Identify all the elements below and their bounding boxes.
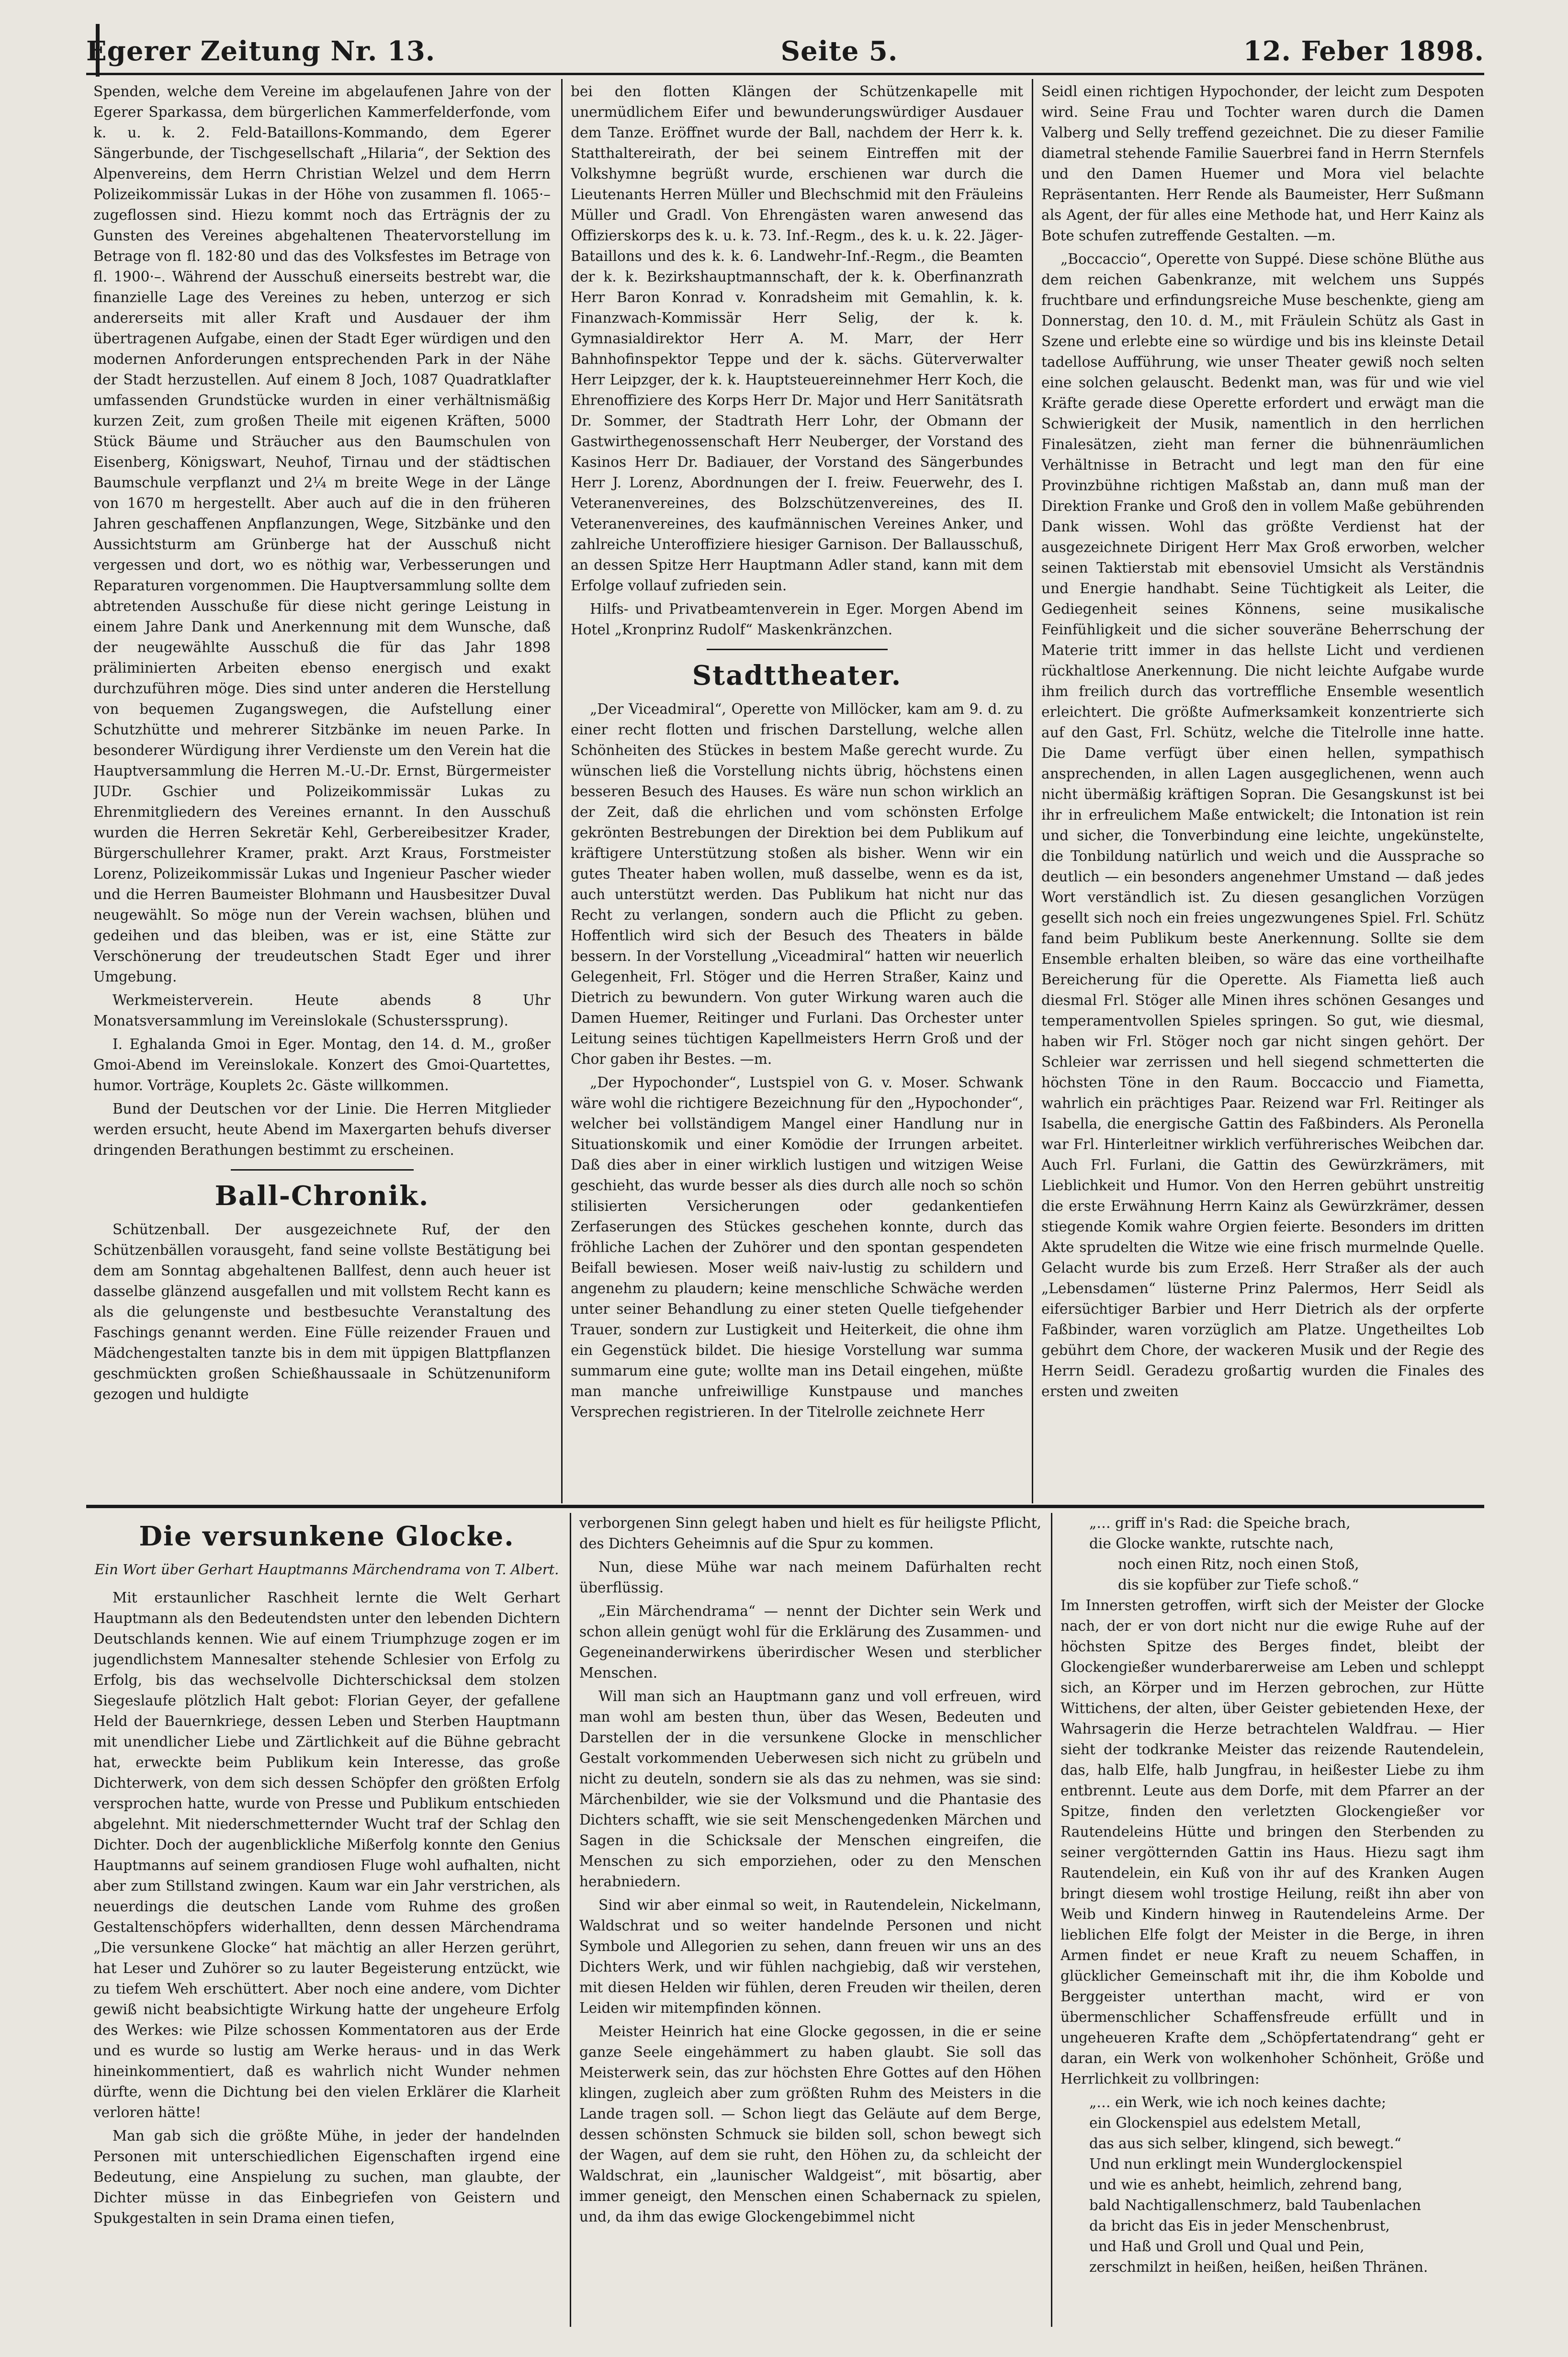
feuilleton-paragraph: verborgenen Sinn gelegt haben und hielt es für heiligste Pflicht, des Dichters Geheimnis auf die Spur zu kommen. [579, 1515, 1041, 1552]
page-header [86, 34, 1484, 67]
verse-line: ein Glockenspiel aus edelstem Metall, [1089, 2115, 1362, 2131]
feuilleton-paragraph: Man gab sich die größte Mühe, in jeder der handelnden Personen mit unterschiedlichen Eigenschaften irgend eine Bedeutung, eine Anspielung zu suchen, man glaubte, der Dichter müsse in das Einbegriefen von Geistern und Spukgestalten in sein Drama einen tiefen, [93, 2128, 560, 2226]
verse-line: das aus sich selber, klingend, sich bewegt.“ [1089, 2135, 1401, 2152]
feuilleton-paragraph: Will man sich an Hauptmann ganz und voll erfreuen, wird man wohl am besten thun, über das Wesen, Bedeuten und Darstellen der in die versunkene Glocke in menschlicher Gestalt vorkommenden Ueberwesen sich nicht zu grübeln und nicht zu deuteln, sondern sie als das zu nehmen, was sie sind: Märchenbilder, wie sie der Volksmund und die Phantasie des Dichters schafft, wie sie seit Menschengedenken Märchen und Sagen in die Schicksale der Menschen eingreifen, die Menschen zu sich emporziehen, oder zu den Menschen herabniedern. [579, 1688, 1041, 1890]
verse-line: die Glocke wankte, rutschte nach, [1089, 1535, 1334, 1552]
paper-title: Egerer Zeitung Nr. 13. [86, 35, 436, 67]
feuilleton-paragraph: Nun, diese Mühe war nach meinem Dafürhalten recht überflüssig. [579, 1559, 1041, 1596]
verse-line: da bricht das Eis in jeder Menschenbrust, [1089, 2218, 1390, 2234]
column-1 [93, 81, 551, 1501]
feuilleton-paragraph: „Ein Märchendrama“ — nennt der Dichter sein Werk und schon allein genügt wohl für die Erklärung des Zusammen- und Gegeneinanderwirkens überirdischer Wesen und sterblicher Menschen. [579, 1603, 1041, 1681]
article-verein-report: Spenden, welche dem Vereine im abgelaufenen Jahre von der Egerer Sparkassa, dem bürgerlichen Kammerfelderfonde, vom k. u. k. 2. Feld-Bataillons-Kommando, dem Egerer Sängerbunde, der Tischgesellschaft „Hilaria“, der Sektion des Alpenvereins, dem Herrn Christian Welzel und dem Herrn Polizeikommissär Lukas in der Höhe von zusammen fl. 1065·– zugeflossen sind. Hiezu kommt noch das Erträgnis der zu Gunsten des Vereines abgehaltenen Theatervorstellung im Betrage von fl. 182·80 und das des Volksfestes im Betrage von fl. 1900·–. Während der Ausschuß einerseits bestrebt war, die finanzielle Lage des Vereines zu heben, unterzog er sich andererseits mit aller Kraft und Ausdauer der ihm übertragenen Aufgabe, einen der Stadt Eger würdigen und den modernen Anforderungen entsprechenden Park in der Nähe der Stadt herzustellen. Auf einem 8 Joch, 1087 Quadratklafter umfassenden Grundstücke wurden in einer verhältnismäßig kurzen Zeit, zum großen Theile mit eigenen Kräften, 5000 Stück Bäume und Sträucher aus den Baumschulen von Eisenberg, Königswart, Neuhof, Tirnau und der städtischen Baumschule verpflanzt und 2¼ m breite Wege in der Länge von 1670 m hergestellt. Aber auch auf die in den früheren Jahren geschaffenen Anpflanzungen, Wege, Sitzbänke und den Aussichtsturm am Grünberge hat der Ausschuß nicht vergessen und dort, wo es nöthig war, Verbesserungen und Reparaturen vorgenommen. Die Hauptversammlung sollte dem abtretenden Ausschuße für diese nicht geringe Leistung in einem Jahre Dank und Anerkennung mit dem Wunsche, daß der neugewählte Ausschuß die für das Jahr 1898 präliminierten Arbeiten ebenso energisch und exakt durchzuführen möge. Dies sind unter anderen die Herstellung von bequemen Zugangswegen, die Aufstellung einer Schutzhütte und mehrerer Sitzbänke im neuen Parke. In besonderer Würdigung ihrer Verdienste um den Verein hat die Hauptversammlung die Herren M.-U.-Dr. Ernst, Bürgermeister JUDr. Gschier und Polizeikommissär Lukas zu Ehrenmitgliedern des Vereines ernannt. In den Ausschuß wurden die Herren Sekretär Kehl, Gerbereibesitzer Krader, Bürgerschullehrer Kramer, prakt. Arzt Kraus, Forstmeister Lorenz, Polizeikommissär Lukas und Ingenieur Pascher wieder und die Herren Baumeister Blohmann und Hausbesitzer Duval neugewählt. So möge nun der Verein wachsen, blühen und gedeihen und das bleiben, was er ist, eine Stätte zur Verschönerung der treudeutschen Stadt Eger und ihrer Umgebung. [93, 83, 551, 985]
review-hypochonder: „Der Hypochonder“, Lustspiel von G. v. Moser. Schwank wäre wohl die richtigere Bezeichnung für den „Hypochonder“, welcher bei vollständigem Mangel einer Handlung nur in Situationskomik und einer Komödie der Irrungen arbeitet. Daß dies aber in einer wirklich lustigen und witzigen Weise geschieht, das wurde besser als dies durch alle noch so schön stilisierten Versicherungen oder gedankentiefen Zerfaserungen des Stückes geschehen konnte, durch das fröhliche Lachen der Zuhörer und den spontan gespendeten Beifall bewiesen. Moser weiß naiv-lustig zu schildern und angenehm zu plaudern; keine menschliche Schwäche werden unter seiner Behandlung zu einer steten Quelle tiefgehender Trauer, sondern zur Lustigkeit und Heiterkeit, die ohne ihm ein Gegenstück bildet. Die hiesige Vorstellung war summa summarum eine gute; wollte man ins Detail eingehen, müßte man manche unfreiwillige Kunstpause und manches Versprechen registrieren. In der Titelrolle zeichnete Herr [571, 1074, 1023, 1420]
verse-line: „… griff in's Rad: die Speiche brach, [1089, 1515, 1351, 1531]
feuilleton-paragraph: Im Innersten getroffen, wirft sich der Meister der Glocke nach, der er von dort nicht nur die ewige Ruhe auf der höchsten Spitze des Berges findet, bleibt der Glockengießer wunderbarerweise am Leben und schleppt sich, an Körper und im Herzen gebrochen, zur Hütte Wittichens, der alten, über Geister gebietenden Hexe, der Wahrsagerin die Herze betrachtelen Waldfrau. — Hier sieht der todkranke Meister das reizende Rautendelein, das, halb Elfe, halb Jungfrau, in heißester Liebe zu ihm entbrennt. Leute aus dem Dorfe, mit dem Pfarrer an der Spitze, finden den verletzten Glockengießer vor Rautendeleins Hütte und bringen den Sterbenden zu seiner vergötternden Gattin ins Haus. Hiezu sagt ihm Rautendelein, ein Kuß von ihr auf des Kranken Augen bringt diesem wohl trostige Heilung, reißt ihn aber von Weib und Kindern hinweg in Rautendeleins Arme. Der lieblichen Elfe folgt der Meister in die Berge, in ihren Armen findet er neue Kraft zu neuem Schaffen, in glücklicher Gemeinschaft mit ihr, die ihm Kobolde und Berggeister unterthan macht, wird er von übermenschlicher Schaffensfreude erfüllt und in ungeheueren Krafte dem „Schöpfertatendrang“ geht er daran, ein Werk von wolkenhoher Schönheit, Größe und Herrlichkeit zu vollbringen: [1060, 1597, 1484, 2087]
article-schuetzenball-continued: bei den flotten Klängen der Schützenkapelle mit unermüdlichem Eifer und bewunderungswürdiger Ausdauer dem Tanze. Eröffnet wurde der Ball, nachdem der Herr k. k. Statthaltereirath, der bei seinem Eintreffen mit der Volkshymne begrüßt wurde, erschienen war durch die Lieutenants Herren Müller und Blechschmid mit den Fräuleins Müller und Gradl. Von Ehrengästen waren anwesend das Offizierskorps des k. u. k. 73. Inf.-Regm., des k. u. k. 22. Jäger-Bataillons und des k. k. 6. Landwehr-Inf.-Regm., die Beamten der k. k. Bezirkshauptmannschaft, der k. k. Oberfinanzrath Herr Baron Konrad v. Konradsheim mit Gemahlin, k. k. Finanzwach-Kommissär Herr Selig, der k. k. Gymnasialdirektor Herr A. M. Marr, der Herr Bahnhofinspektor Teppe und der k. sächs. Güterverwalter Herr Leipzger, der k. k. Hauptsteuereinnehmer Herr Koch, die Ehrenoffiziere des Korps Herr Dr. Major und Herr Sanitätsrath Dr. Sommer, der Stadtrath Herr Lohr, der Obmann der Gastwirthegenossenschaft Herr Neuberger, der Vorstand des Kasinos Herr Dr. Badiauer, der Vorstand des Sängerbundes Herr J. Lorenz, Abordnungen der I. freiw. Feuerwehr, des I. Veteranenvereines, des Bolzschützenvereines, des II. Veteranenvereines, des kaufmännischen Vereines Anker, und zahlreiche Unteroffiziere hiesiger Garnison. Der Ballausschuß, an dessen Spitze Herr Hauptmann Adler stand, kann mit dem Erfolge vollauf zufrieden sein. [571, 83, 1023, 594]
review-boccaccio: „Boccaccio“, Operette von Suppé. Diese schöne Blüthe aus dem reichen Gabenkranze, mit welchem uns Suppés fruchtbare und erfindungsreiche Muse beschenkte, gieng am Donnerstag, den 10. d. M., mit Fräulein Schütz als Gast in Szene und erlebte eine so würdige und bis ins kleinste Detail tadellose Aufführung, wie unser Theater gewiß noch selten eine solchen gelauscht. Bedenkt man, was für und wie viel Kräfte gerade diese Operette erfordert und erwägt man die Schwierigkeit der Musik, namentlich in den herrlichen Finalesätzen, zieht man ferner die bühnenräumlichen Verhältnisse in Betracht und legt man den für eine Provinzbühne richtigen Maßstab an, dann muß man der Direktion Franke und Groß den in vollem Maße gebührenden Dank wissen. Wohl das größte Verdienst hat der ausgezeichnete Dirigent Herr Max Groß erworben, welcher seinen Taktierstab mit ebensoviel Umsicht als Verständnis und Energie handhabt. Seine Tüchtigkeit als Leiter, die Gediegenheit seines Könnens, seine musikalische Feinfühligkeit und die sicher souveräne Beherrschung der Materie tritt immer in das hellste Licht und verdienen rückhaltlose Anerkennung. Die nicht leichte Aufgabe wurde ihm freilich durch das vortreffliche Ensemble wesentlich erleichtert. Die größte Aufmerksamkeit konzentrierte sich auf den Gast, Frl. Schütz, welche die Titelrolle inne hatte. Die Dame verfügt über einen hellen, sympathisch ansprechenden, in allen Lagen ausgeglichenen, wenn auch nicht übermäßig kräftigen Sopran. Die Gesangskunst ist bei ihr in erfreulichem Maße entwickelt; die Intonation ist rein und sicher, die Tonverbindung eine leichte, ungekünstelte, die Tonbildung natürlich und weich und die Aussprache so deutlich — ein besonders angenehmer Umstand — daß jedes Wort verständlich ist. Zu diesen gesanglichen Vorzügen gesellt sich noch ein freies ungezwungenes Spiel. Frl. Schütz fand beim Publikum beste Anerkennung. Sollte sie dem Ensemble erhalten bleiben, so wäre das eine vortheilhafte Bereicherung für die Operette. Als Fiametta ließ auch diesmal Frl. Stöger alle Minen ihres schönen Gesanges und temperamentvollen Spieles springen. So gut, wie diesmal, haben wir Frl. Stöger noch gar nicht singen gehört. Der Schleier war zerrissen und hell siegend schmetterten die höchsten Töne in den Raum. Boccaccio und Fiametta, wahrlich ein prächtiges Paar. Reizend war Frl. Reitinger als Isabella, die energische Gattin des Faßbinders. Als Peronella war Frl. Hinterleitner wirklich verführerisches Weibchen dar. Auch Frl. Furlani, die Gattin des Gewürzkrämers, mit Lieblichkeit und Humor. Von den Herren gebührt unstreitig die erste Erwähnung Herrn Kainz als Gewürzkrämer, dessen stiegende Komik wahre Orgien feierte. Besonders im dritten Akte sprudelten die Witze wie eine frisch murmelnde Quelle. Gelacht wurde bis zum Erzeß. Herr Straßer als der auch „Lebensdamen“ lüsterne Prinz Palermos, Herr Seidl als eifersüchtiger Barbier und Herr Dietrich als der orpferte Faßbinder, waren vorzüglich am Platze. Ungetheiltes Lob gebührt dem Chore, der wackeren Musik und der Regie des Herrn Seidl. Geradezu großartig wurden die Finales des ersten und zweiten [1041, 251, 1484, 1399]
column-3 [1041, 81, 1484, 1501]
header-rule [86, 73, 1484, 75]
verse-line: dis sie kopfüber zur Tiefe schoß.“ [1118, 1577, 1359, 1593]
article-schuetzenball: Schützenball. Der ausgezeichnete Ruf, der den Schützenbällen vorausgeht, fand seine vollste Bestätigung bei dem am Sonntag abgehaltenen Ballfest, denn auch heuer ist dasselbe glänzend ausgefallen und mit vollstem Recht kann es als die gelungenste und bestbesuchte Veranstaltung des Faschings genannt werden. Eine Fülle reizender Frauen und Mädchengestalten tanzte bis in dem mit üppigen Blattpflanzen geschmückten großen Schießhaussaale in Schützenuniform gezogen und huldigte [93, 1221, 551, 1402]
issue-date: 12. Feber 1898. [1243, 35, 1484, 67]
feuilleton-column-3 [1060, 1513, 1484, 2336]
verse-line: und wie es anhebt, heimlich, zehrend bang, [1089, 2177, 1402, 2193]
notice-werkmeisterverein: Werkmeisterverein. Heute abends 8 Uhr Monatsversammlung im Vereinslokale (Schusterssprung). [93, 992, 551, 1029]
feuilleton-column-1 [93, 1513, 560, 2336]
feuilleton-subtitle: Ein Wort über Gerhart Hauptmanns Märchendrama von T. Albert. [94, 1561, 559, 1578]
column-2 [571, 81, 1023, 1501]
column-divider-2 [1032, 79, 1033, 1503]
review-hypochonder-continued: Seidl einen richtigen Hypochonder, der leicht zum Despoten wird. Seine Frau und Tochter waren durch die Damen Valberg und Selly treffend gezeichnet. Die zu dieser Familie diametral stehende Familie Sauerbrei fand in Herrn Sternfels und den Damen Huemer und Mora viel belachte Repräsentanten. Herr Rende als Baumeister, Herr Sußmann als Agent, der für alles eine Methode hat, und Herr Kainz als Bote schufen zutreffende Gestalten. —m. [1041, 83, 1484, 244]
notice-eghalanda-gmoi: I. Eghalanda Gmoi in Eger. Montag, den 14. d. M., großer Gmoi-Abend im Vereinslokale. Konzert des Gmoi-Quartettes, humor. Vorträge, Kouplets 2c. Gäste willkommen. [93, 1036, 551, 1094]
notice-bund-der-deutschen: Bund der Deutschen vor der Linie. Die Herren Mitglieder werden ersucht, heute Abend im Maxergarten behufs diverser dringenden Berathungen bestimmt zu erscheinen. [93, 1101, 551, 1158]
section-title-stadttheater: Stadttheater. [692, 660, 902, 691]
verse-line: noch einen Ritz, noch einen Stoß, [1118, 1556, 1359, 1572]
section-separator [231, 1169, 414, 1171]
feuilleton-paragraph: Mit erstaunlicher Raschheit lernte die Welt Gerhart Hauptmann als den Bedeutendsten unter den lebenden Dichtern Deutschlands kennen. Wie auf einem Triumphzuge zogen er im jugendlichstem Mannesalter stehende Schlesier von Erfolg zu Erfolg, bis das wechselvolle Dichterschicksal dem stolzen Siegeslaufe plötzlich Halt gebot: Florian Geyer, der gefallene Held der Bauernkriege, dessen Leben und Sterben Hauptmann mit unendlicher Liebe und Zärtlichkeit auf die Bühne gebracht hat, erweckte beim Publikum kein Interesse, das große Dichterwerk, von dem sich dessen Schöpfer den größten Erfolg versprochen hatte, wurde von Presse und Publikum entschieden abgelehnt. Mit niederschmetternder Wucht traf der Schlag den Dichter. Doch der augenblickliche Mißerfolg konnte den Genius Hauptmanns auf seinem grandiosen Fluge wohl aufhalten, nicht aber zum Stillstand zwingen. Kaum war ein Jahr verstrichen, als neuerdings die deutschen Lande vom Ruhme des großen Gestaltenschöpfers widerhallten, denn dessen Märchendrama „Die versunkene Glocke“ hat mächtig an aller Herzen gerührt, hat Leser und Zuhörer so zu lauter Begeisterung entzückt, wie zu tiefem Weh erschüttert. Aber noch eine andere, vom Dichter gewiß nicht beabsichtigte Wirkung hatte der ungeheure Erfolg des Werkes: wie Pilze schossen Kommentatoren aus der Erde und es wurde so lustig am Werke heraus- und in das Werk hineinkommentiert, daß es wahrlich nicht Wunder nehmen dürfte, wenn die Dichtung bei den vielen Erklärer die Klarheit verloren hätte! [93, 1590, 560, 2120]
feuilleton-divider-1 [570, 1513, 571, 2327]
verse-line: „… ein Werk, wie ich noch keines dachte; [1089, 2094, 1387, 2110]
feuilleton-paragraph: Meister Heinrich hat eine Glocke gegossen, in die er seine ganze Seele eingehämmert zu haben glaubt. Sie soll das Meisterwerk sein, das zur höchsten Ehre Gottes auf den Höhen klingen, zugleich aber zum größten Ruhm des Meisters in die Lande tragen soll. — Schon liegt das Geläute auf dem Berge, dessen schönsten Schmuck sie bilden soll, schon bewegt sich der Wagen, auf dem sie ruht, den Höhen zu, da schleicht der Waldschrat, ein „launischer Waldgeist“, mit bösartig, aber immer geneigt, den Menschen einen Schabernack zu spielen, und, da ihm das ewige Glockengebimmel nicht [579, 2023, 1041, 2225]
feuilleton-divider-2 [1051, 1513, 1052, 2327]
feuilleton-rule [86, 1505, 1484, 1508]
section-separator [707, 649, 888, 650]
verse-line: Und nun erklingt mein Wunderglockenspiel [1089, 2156, 1403, 2172]
feuilleton-paragraph: Sind wir aber einmal so weit, in Rautendelein, Nickelmann, Waldschrat und so weiter handelnde Personen und nicht Symbole und Allegorien zu sehen, dann freuen wir uns an des Dichters Werk, und wir fühlen nachgiebig, daß wir verstehen, mit diesen Helden wir fühlen, deren Freuden wir theilen, deren Leiden wir mitempfinden können. [579, 1897, 1041, 2016]
notice-hilfsverein: Hilfs- und Privatbeamtenverein in Eger. Morgen Abend im Hotel „Kronprinz Rudolf“ Maskenkränzchen. [571, 601, 1023, 638]
verse-line: und Haß und Groll und Qual und Pein, [1089, 2238, 1365, 2255]
review-viceadmiral: „Der Viceadmiral“, Operette von Millöcker, kam am 9. d. zu einer recht flotten und frischen Darstellung, welche allen Schönheiten des Stückes in bestem Maße gerecht wurde. Zu wünschen ließ die Vorstellung nichts übrig, höchstens einen besseren Besuch des Hauses. Es wäre nun schon wirklich an der Zeit, daß die ehrlichen und vom schönsten Erfolge gekrönten Bestrebungen der Direktion bei dem Publikum auf kräftigere Unterstützung stoßen als bisher. Wenn wir ein gutes Theater haben wollen, muß dasselbe, wenn es da ist, auch unterstützt werden. Das Publikum hat nicht nur das Recht zu verlangen, sondern auch die Pflicht zu geben. Hoffentlich wird sich der Besuch des Theaters in bälde bessern. In der Vorstellung „Viceadmiral“ hatten wir neuerlich Gelegenheit, Frl. Stöger und die Herren Straßer, Kainz und Dietrich zu bewundern. Von guter Wirkung waren auch die Damen Huemer, Reitinger und Furlani. Das Orchester unter Leitung seines tüchtigen Kapellmeisters Herrn Groß und der Chor gaben ihr Bestes. —m. [571, 701, 1023, 1067]
feuilleton-title: Die versunkene Glocke. [139, 1521, 515, 1552]
column-divider-1 [561, 79, 563, 1503]
page-number: Seite 5. [780, 35, 898, 67]
verse-line: zerschmilzt in heißen, heißen, heißen Thränen. [1089, 2259, 1428, 2275]
section-title-ball-chronik: Ball-Chronik. [214, 1180, 429, 1212]
verse-line: bald Nachtigallenschmerz, bald Taubenlachen [1089, 2197, 1421, 2213]
feuilleton-column-2 [579, 1513, 1041, 2336]
